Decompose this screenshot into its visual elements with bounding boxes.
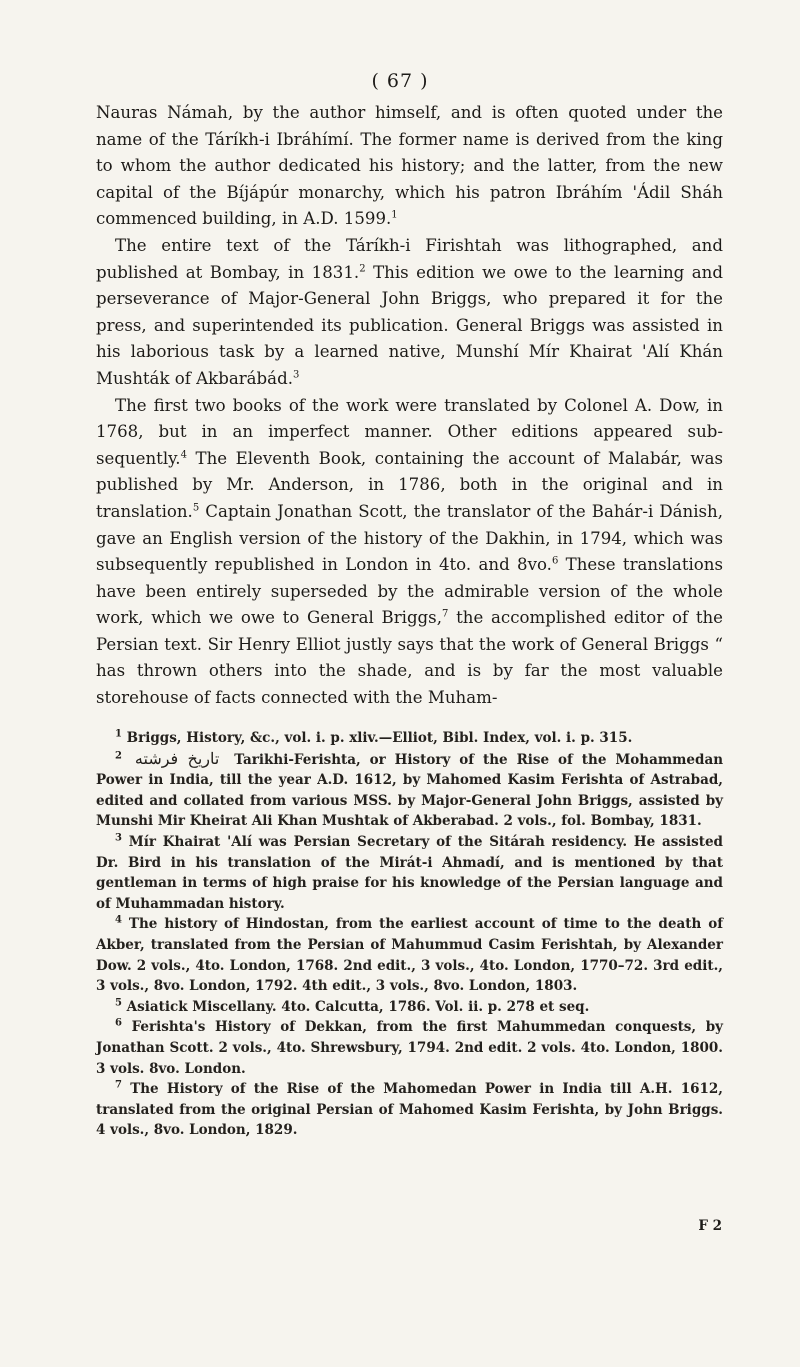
paragraph-text: The Eleventh Book, containing the account of Malabár, was published by Mr. Anderson, in 1786, both in the original and in translation.: [96, 448, 724, 521]
footnote-ref: 6: [551, 555, 559, 567]
footnote-text: Ferishta's History of Dekkan, from the first Mahummedan conquests, by Jonathan Scott. 2 vols., 4to. Shrewsbury, 1794. 2nd edit. 2 vols. 4to. London, 1800. 3 vols. 8vo. London.: [96, 1019, 723, 1077]
footnote-3: [96, 832, 723, 914]
footnote-2: [96, 749, 723, 832]
paragraph: [96, 233, 723, 393]
footnote-number: 5: [115, 997, 122, 1009]
footnote-number: 6: [115, 1017, 122, 1029]
footnote-text: Asiatick Miscellany. 4to. Calcutta, 1786. Vol. ii. p. 278 et seq.: [126, 998, 590, 1015]
footnote-ref: 5: [192, 502, 200, 514]
footnote-ref: 3: [292, 369, 300, 381]
footnote-text: The History of the Rise of the Mahomedan Power in India till A.H. 1612, translated from the original Persian of Mahomed Kasim Ferishta, by John Briggs. 4 vols., 8vo. London, 1829.: [96, 1081, 723, 1139]
footnote-7: [96, 1079, 723, 1141]
paragraph-text: the accomplished editor of the Persian text. Sir Henry Elliot justly says that the work of General Briggs “ has thrown others into the shade, and is by far the most valuable storehouse of facts connected with the Muham-: [96, 608, 723, 708]
footnote-text: The history of Hindostan, from the earliest account of time to the death of Akber, translated from the Persian of Mahummud Casim Ferishtah, by Alexander Dow. 2 vols., 4to. London, 1768. 2nd edit., 3 vols., 4to. London, 1770–72. 3rd edit., 3 vols., 8vo. London, 1792. 4th edit., 3 vols., 8vo. London, 1803.: [96, 916, 724, 995]
footnote-text: Mír Khairat 'Alí was Persian Secretary of the Sitárah residency. He assisted Dr. Bird in his translation of the Mirát-i Ahmadí, and is mentioned by that gentleman in terms of high praise for his knowledge of the Persian language and of Muhammadan history.: [96, 833, 723, 912]
footnotes: [96, 728, 723, 1141]
persian-title: تاریخ فرشته: [134, 748, 220, 768]
footnote-number: 3: [115, 832, 122, 844]
footnote-1: [96, 728, 723, 749]
footnote-5: [96, 997, 723, 1018]
paragraph-text: This edition we owe to the learning and perseverance of Major-General John Briggs, who prepared it for the press, and superintended its publication. General Briggs was assisted in his laborious task by a learned native, Munshí Mír Khairat 'Alí Khán Mushták of Akbarábád.: [96, 262, 723, 388]
footnote-6: [96, 1017, 723, 1079]
signature-mark: F 2: [698, 1218, 722, 1234]
paragraph: [96, 100, 723, 233]
footnote-text: Briggs, History, &c., vol. i. p. xliv.—Elliot, Bibl. Index, vol. i. p. 315.: [126, 730, 633, 746]
paragraph-text: The entire text of the Táríkh-i Firishtah was lithographed, and published at Bombay, in 1831.: [96, 235, 723, 282]
page-number: ( 67 ): [371, 70, 429, 92]
paragraph-text: These translations have been entirely superseded by the admirable version of the whole work, which we owe to General Briggs,: [96, 555, 723, 628]
footnote-ref: 7: [441, 608, 449, 620]
main-text: [96, 100, 723, 712]
footnote-number: 2: [115, 750, 122, 762]
paragraph: [96, 393, 723, 712]
footnote-ref: 1: [391, 209, 398, 221]
footnote-ref: 4: [180, 449, 187, 461]
footnote-text: Tarikhi-Ferishta, or History of the Rise of the Mohammedan Power in India, till the year A.D. 1612, by Mahomed Kasim Ferishta of Astrabad, edited and collated from various MSS. by Major-General John Briggs, assisted by Munshi Mir Kheirat Ali Khan Mushtak of Akberabad. 2 vols., fol. Bombay, 1831.: [96, 751, 724, 830]
paragraph-text: Nauras Námah, by the author himself, and is often quoted under the name of the Táríkh-i Ibráhímí. The former name is derived from the king to whom the author dedicated his history; and the latter, from the new capital of the Bíjápúr monarchy, which his patron Ibráhím 'Ádil Sháh commenced building, in A.D. 1599.: [96, 103, 723, 229]
footnote-number: 4: [115, 914, 122, 926]
footnote-ref: 2: [359, 263, 366, 275]
footnote-number: 1: [115, 728, 122, 740]
footnote-4: [96, 914, 723, 996]
footnote-number: 7: [115, 1079, 122, 1091]
paragraph-text: Captain Jonathan Scott, the translator of the Bahár-i Dánish, gave an English version of the history of the Dakhin, in 1794, which was subsequently republished in London in 4to. and 8vo.: [96, 501, 723, 575]
paragraph-text: The first two books of the work were translated by Colonel A. Dow, in 1768, but in an imperfect manner. Other editions appeared sub-sequently.: [96, 395, 723, 468]
